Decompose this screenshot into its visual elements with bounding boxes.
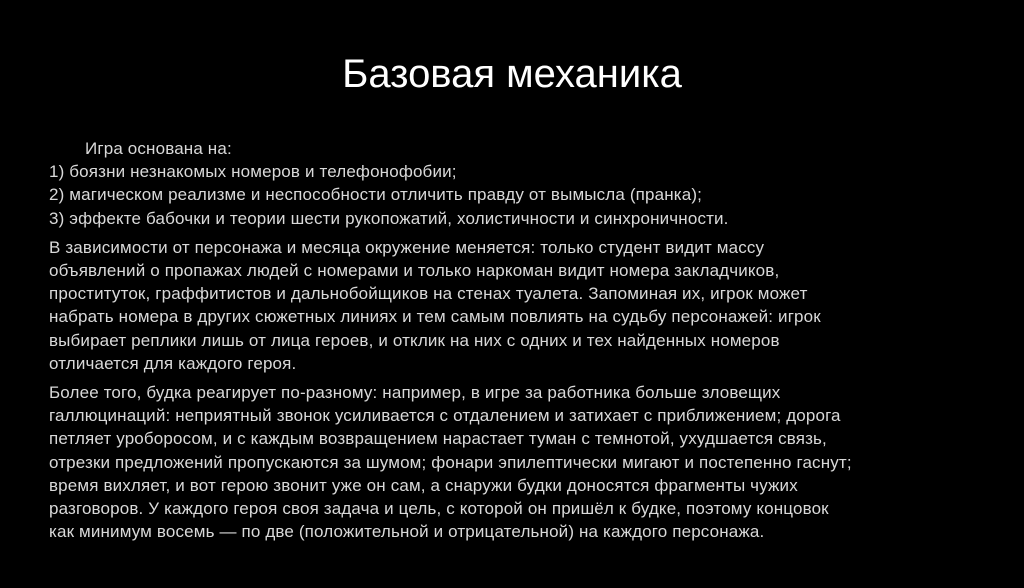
- paragraph-environment: [49, 236, 989, 375]
- paragraph-line: выбирает реплики лишь от лица героев, и отклик на них с одних и тех найденных номеров: [49, 330, 780, 350]
- paragraph-booth: [49, 381, 989, 543]
- intro-item: 1) боязни незнакомых номеров и телефонофобии;: [49, 162, 457, 182]
- paragraph-line: набрать номера в других сюжетных линиях и тем самым повлиять на судьбу персонажей: игрок: [49, 307, 821, 327]
- slide-title: Базовая механика: [342, 52, 682, 96]
- paragraph-line: Более того, будка реагирует по-разному: например, в игре за работника больше зловещих: [49, 383, 781, 403]
- paragraph-line: отличается для каждого героя.: [49, 353, 297, 373]
- paragraph-line: как минимум восемь — по две (положительной и отрицательной) на каждого персонажа.: [49, 522, 765, 542]
- slide-body: [49, 137, 989, 543]
- paragraph-line: галлюцинаций: неприятный звонок усиливается с отдалением и затихает с приближением; дорога: [49, 406, 841, 426]
- paragraph-line: объявлений о пропажах людей с номерами и только наркоман видит номера закладчиков,: [49, 261, 780, 281]
- paragraph-line: проституток, граффитистов и дальнобойщиков на стенах туалета. Запоминая их, игрок может: [49, 284, 808, 304]
- paragraph-line: В зависимости от персонажа и месяца окружение меняется: только студент видит массу: [49, 237, 765, 257]
- intro-label: Игра основана на:: [85, 139, 232, 158]
- paragraph-line: отрезки предложений пропускаются за шумом; фонари эпилептически мигают и постепенно гаснут;: [49, 452, 852, 472]
- intro-item: 3) эффекте бабочки и теории шести рукопожатий, холистичности и синхроничности.: [49, 208, 729, 228]
- paragraph-line: петляет уроборосом, и с каждым возвращением нарастает туман с темнотой, ухудшается связь,: [49, 429, 827, 449]
- intro-list: [49, 160, 989, 230]
- intro-item: 2) магическом реализме и неспособности отличить правду от вымысла (пранка);: [49, 185, 703, 205]
- paragraph-line: время вихляет, и вот герою звонит уже он сам, а снаружи будки доносятся фрагменты чужих: [49, 475, 798, 495]
- paragraph-line: разговоров. У каждого героя своя задача и цель, с которой он пришёл к будке, поэтому концовок: [49, 499, 829, 519]
